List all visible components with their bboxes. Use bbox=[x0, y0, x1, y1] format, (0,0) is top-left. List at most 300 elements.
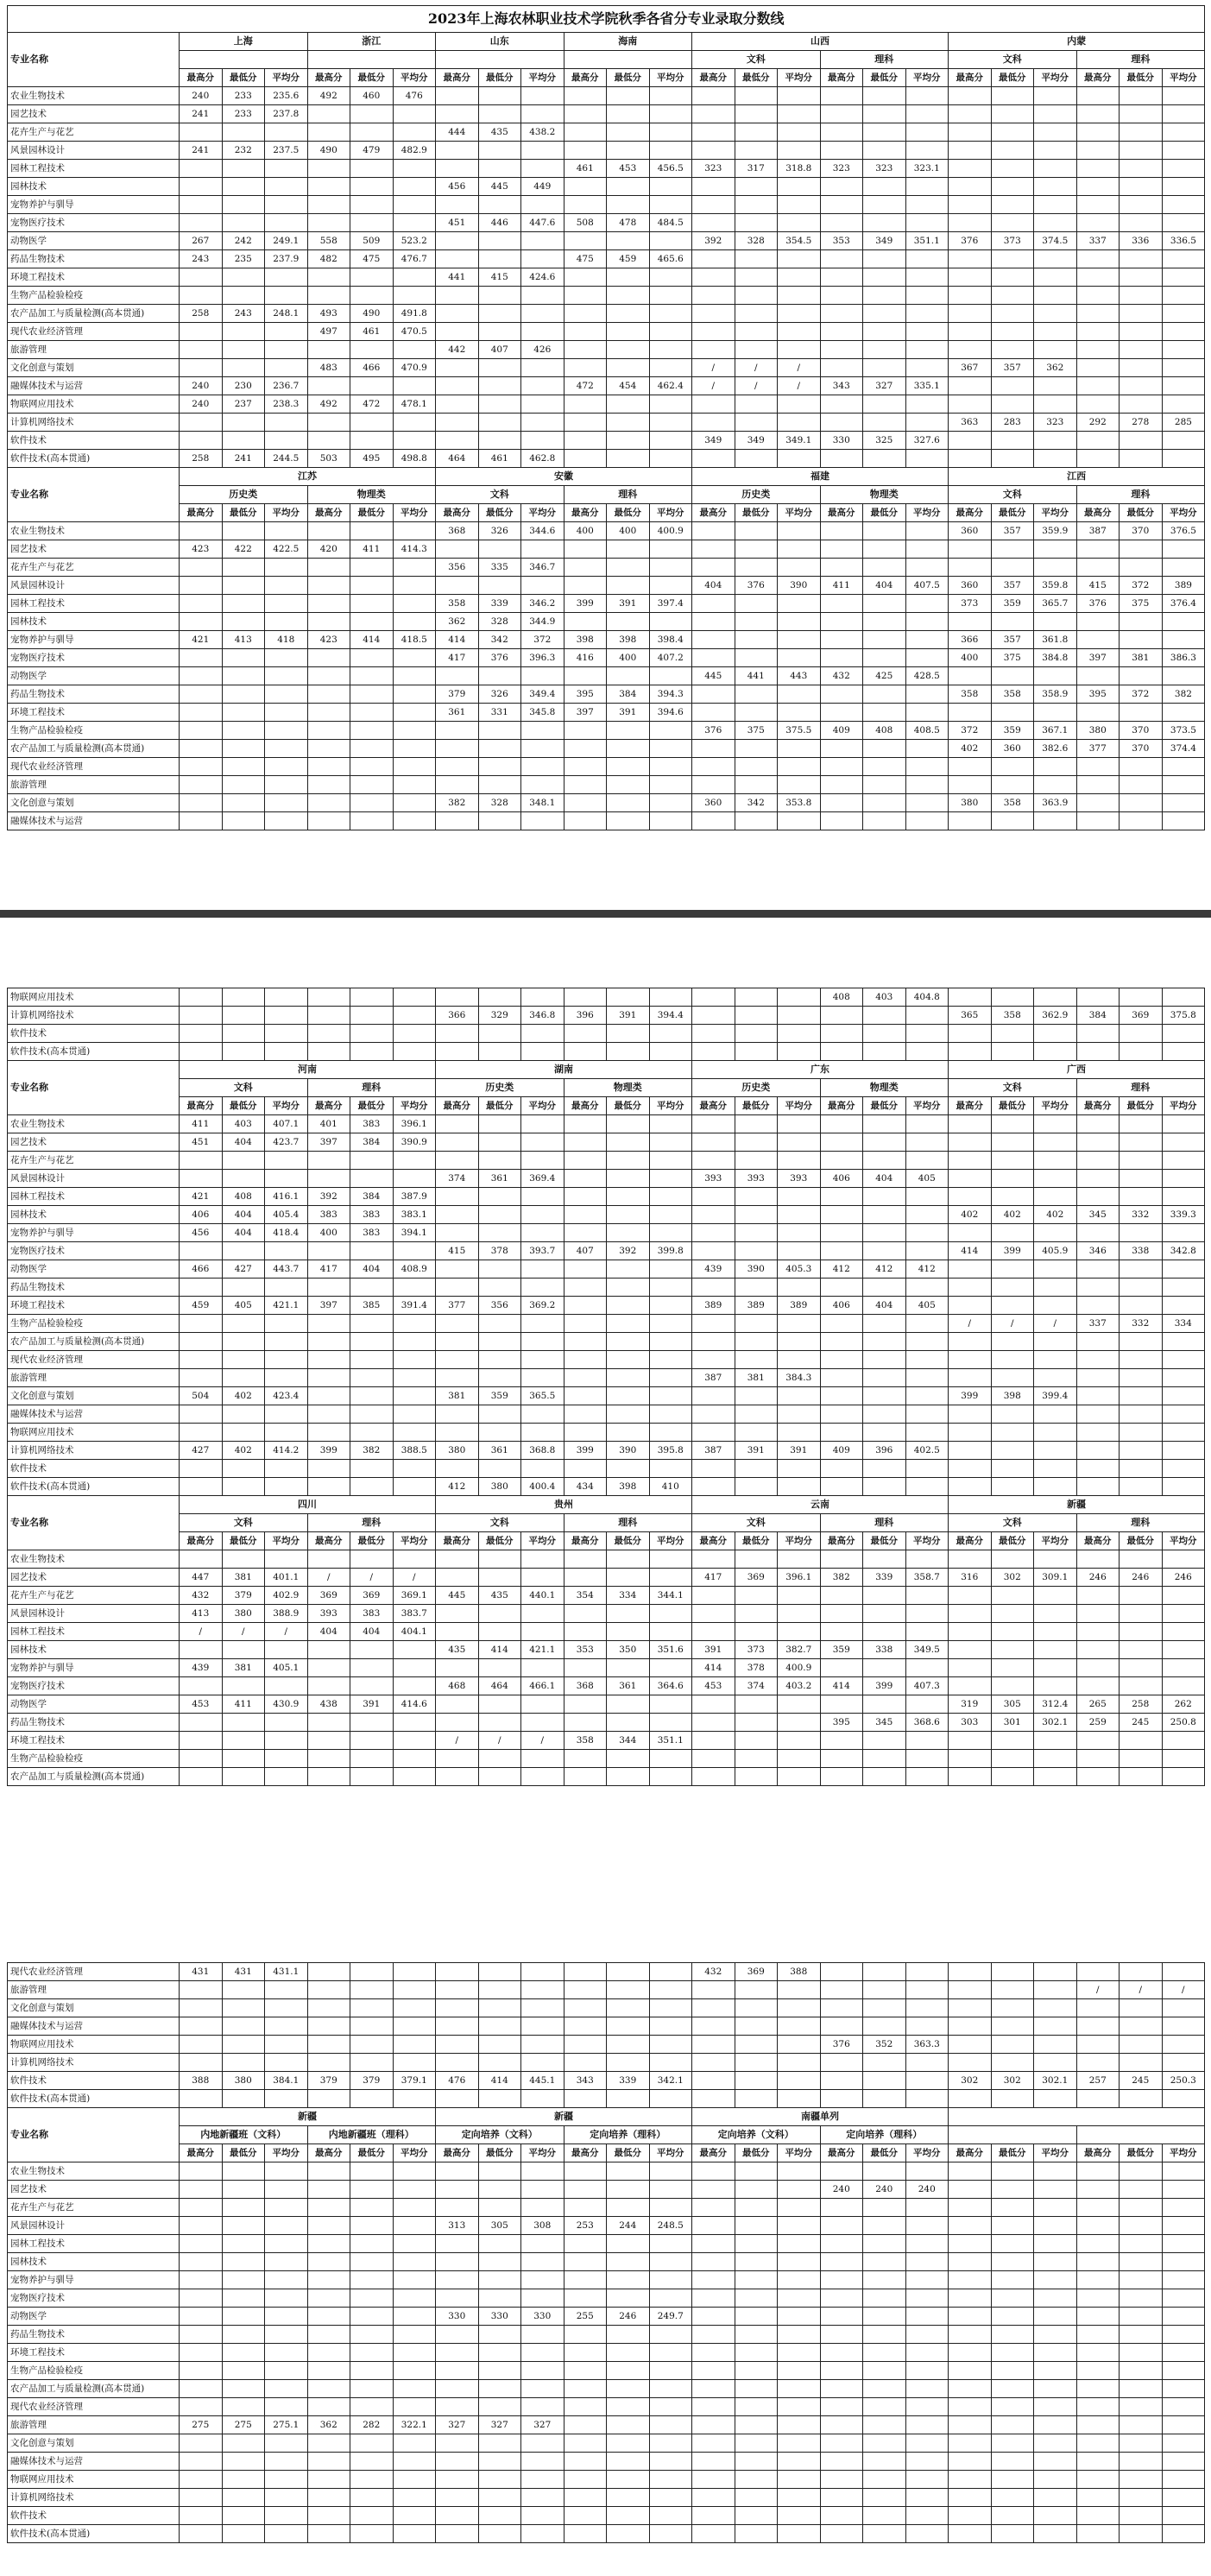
track-header: 文科 bbox=[949, 1514, 1077, 1532]
score-cell bbox=[222, 1550, 265, 1569]
score-cell: 402 bbox=[222, 1387, 265, 1405]
score-cell: 382 bbox=[1162, 685, 1205, 704]
score-cell bbox=[991, 2289, 1034, 2308]
score-cell: 368.8 bbox=[521, 1442, 565, 1460]
score-cell bbox=[1034, 667, 1077, 685]
score-cell bbox=[478, 1188, 521, 1206]
score-cell bbox=[1076, 1333, 1120, 1351]
score-cell bbox=[778, 414, 821, 432]
score-cell: 414.3 bbox=[393, 540, 436, 559]
score-cell bbox=[1120, 196, 1163, 214]
major-name: 园林工程技术 bbox=[8, 1188, 180, 1206]
score-cell bbox=[350, 1732, 394, 1750]
score-cell bbox=[307, 2471, 350, 2489]
score-cell bbox=[1120, 87, 1163, 105]
score-cell bbox=[863, 740, 906, 758]
score-cell bbox=[692, 2525, 735, 2543]
score-cell bbox=[820, 1206, 863, 1224]
score-cell: 464 bbox=[478, 1677, 521, 1695]
score-cell bbox=[350, 1405, 394, 1424]
score-cell bbox=[1034, 1279, 1077, 1297]
score-cell: 309.1 bbox=[1034, 1569, 1077, 1587]
score-cell bbox=[307, 1170, 350, 1188]
score-cell: 390.9 bbox=[393, 1133, 436, 1152]
score-cell bbox=[222, 1999, 265, 2017]
score-cell bbox=[778, 1152, 821, 1170]
score-cell bbox=[1162, 1405, 1205, 1424]
score-cell bbox=[350, 559, 394, 577]
score-cell bbox=[307, 2489, 350, 2507]
score-cell bbox=[265, 2253, 308, 2271]
score-cell bbox=[1076, 1750, 1120, 1768]
score-cell bbox=[820, 2235, 863, 2253]
score-cell: 344.1 bbox=[649, 1587, 692, 1605]
score-cell bbox=[905, 1279, 949, 1297]
table-row bbox=[8, 1442, 1205, 1460]
score-cell bbox=[1162, 450, 1205, 468]
score-cell bbox=[949, 2271, 992, 2289]
score-cell: 308 bbox=[521, 2217, 565, 2235]
major-name: 文化创意与策划 bbox=[8, 794, 180, 812]
score-cell: 413 bbox=[222, 631, 265, 649]
score-cell bbox=[222, 214, 265, 232]
score-cell bbox=[1120, 1442, 1163, 1460]
score-cell bbox=[180, 740, 223, 758]
score-cell bbox=[180, 2344, 223, 2362]
score-cell bbox=[991, 305, 1034, 323]
score-cell bbox=[735, 341, 778, 359]
score-cell bbox=[905, 178, 949, 196]
score-cell bbox=[307, 2398, 350, 2416]
score-cell: 462.4 bbox=[649, 377, 692, 395]
score-cell bbox=[863, 1007, 906, 1025]
score-type-header: 最高分 bbox=[564, 69, 607, 87]
score-cell bbox=[949, 323, 992, 341]
score-cell bbox=[180, 2054, 223, 2072]
score-cell: 404 bbox=[863, 577, 906, 595]
score-cell bbox=[1162, 1641, 1205, 1659]
table-row bbox=[8, 1260, 1205, 1279]
score-type-header: 平均分 bbox=[1162, 1097, 1205, 1115]
table-row bbox=[8, 1333, 1205, 1351]
score-cell bbox=[735, 540, 778, 559]
score-cell bbox=[1076, 1623, 1120, 1641]
score-cell bbox=[692, 685, 735, 704]
major-name: 计算机网络技术 bbox=[8, 414, 180, 432]
score-cell: 328 bbox=[735, 232, 778, 250]
score-cell bbox=[222, 2380, 265, 2398]
score-cell bbox=[607, 1424, 650, 1442]
table-row bbox=[8, 1152, 1205, 1170]
score-cell bbox=[307, 1963, 350, 1981]
score-cell bbox=[1162, 1732, 1205, 1750]
score-cell bbox=[436, 1333, 479, 1351]
score-cell bbox=[265, 2471, 308, 2489]
score-cell bbox=[393, 704, 436, 722]
score-cell bbox=[222, 1714, 265, 1732]
score-cell bbox=[949, 1981, 992, 1999]
score-cell: 345 bbox=[1076, 1206, 1120, 1224]
score-cell bbox=[1120, 2235, 1163, 2253]
track-header: 理科 bbox=[307, 1514, 436, 1532]
score-cell bbox=[863, 196, 906, 214]
score-cell: 405.1 bbox=[265, 1659, 308, 1677]
score-cell bbox=[649, 1981, 692, 1999]
score-cell: 257 bbox=[1076, 2072, 1120, 2090]
score-cell bbox=[478, 1999, 521, 2017]
score-cell bbox=[1076, 1369, 1120, 1387]
score-cell: 313 bbox=[436, 2217, 479, 2235]
score-cell: 389 bbox=[735, 1297, 778, 1315]
score-cell bbox=[521, 2017, 565, 2036]
score-cell bbox=[436, 2199, 479, 2217]
table-row bbox=[8, 2181, 1205, 2199]
score-cell: 250.8 bbox=[1162, 1714, 1205, 1732]
score-cell: / bbox=[436, 1732, 479, 1750]
score-cell bbox=[1034, 1999, 1077, 2017]
table-row bbox=[8, 2434, 1205, 2453]
score-cell: 388 bbox=[180, 2072, 223, 2090]
score-cell bbox=[649, 613, 692, 631]
score-cell: 380 bbox=[1076, 722, 1120, 740]
score-cell: 374.5 bbox=[1034, 232, 1077, 250]
score-cell bbox=[735, 1550, 778, 1569]
score-cell bbox=[436, 1714, 479, 1732]
score-cell: 392 bbox=[607, 1242, 650, 1260]
score-cell: 267 bbox=[180, 232, 223, 250]
score-cell bbox=[180, 685, 223, 704]
score-cell bbox=[607, 178, 650, 196]
score-cell: 435 bbox=[436, 1641, 479, 1659]
score-cell bbox=[222, 1333, 265, 1351]
score-cell bbox=[180, 196, 223, 214]
score-type-header: 最高分 bbox=[564, 1097, 607, 1115]
score-cell bbox=[863, 2017, 906, 2036]
score-cell bbox=[607, 2289, 650, 2308]
score-cell bbox=[820, 268, 863, 287]
score-cell bbox=[905, 2507, 949, 2525]
score-cell bbox=[607, 2326, 650, 2344]
table-row bbox=[8, 776, 1205, 794]
score-cell bbox=[307, 812, 350, 830]
score-cell bbox=[991, 1478, 1034, 1496]
score-cell bbox=[778, 1999, 821, 2017]
score-cell bbox=[991, 87, 1034, 105]
score-cell bbox=[1076, 2289, 1120, 2308]
score-cell bbox=[863, 2525, 906, 2543]
score-cell bbox=[436, 395, 479, 414]
score-cell bbox=[778, 613, 821, 631]
score-cell bbox=[692, 1333, 735, 1351]
score-cell bbox=[905, 2162, 949, 2181]
score-cell bbox=[521, 1115, 565, 1133]
track-header: 历史类 bbox=[692, 1079, 821, 1097]
score-cell bbox=[778, 2271, 821, 2289]
score-cell bbox=[991, 1750, 1034, 1768]
score-cell bbox=[180, 722, 223, 740]
score-cell bbox=[307, 2525, 350, 2543]
table-row bbox=[8, 1641, 1205, 1659]
province-header: 山西 bbox=[692, 33, 949, 51]
score-cell: 302 bbox=[991, 1569, 1034, 1587]
score-cell bbox=[607, 268, 650, 287]
score-cell bbox=[991, 287, 1034, 305]
score-cell bbox=[692, 2235, 735, 2253]
score-cell bbox=[393, 2090, 436, 2108]
score-cell bbox=[1034, 1133, 1077, 1152]
score-cell bbox=[265, 794, 308, 812]
score-cell bbox=[1076, 2362, 1120, 2380]
score-cell: 461 bbox=[478, 450, 521, 468]
score-type-header: 最低分 bbox=[350, 1532, 394, 1550]
score-cell bbox=[350, 667, 394, 685]
score-cell bbox=[180, 1333, 223, 1351]
score-cell bbox=[350, 2362, 394, 2380]
score-cell bbox=[1034, 1224, 1077, 1242]
score-cell bbox=[265, 722, 308, 740]
score-cell bbox=[265, 287, 308, 305]
major-name: 计算机网络技术 bbox=[8, 1007, 180, 1025]
score-cell: 443 bbox=[778, 667, 821, 685]
score-cell bbox=[1076, 196, 1120, 214]
score-cell bbox=[692, 704, 735, 722]
score-cell bbox=[1162, 559, 1205, 577]
score-cell bbox=[735, 758, 778, 776]
score-cell: 405.4 bbox=[265, 1206, 308, 1224]
score-cell: 382 bbox=[820, 1569, 863, 1587]
score-cell bbox=[692, 2398, 735, 2416]
score-cell: 369 bbox=[735, 1963, 778, 1981]
score-cell bbox=[735, 2434, 778, 2453]
score-cell: 326 bbox=[478, 685, 521, 704]
score-cell bbox=[265, 323, 308, 341]
score-cell: 379.1 bbox=[393, 2072, 436, 2090]
score-cell bbox=[436, 1460, 479, 1478]
score-cell bbox=[180, 2199, 223, 2217]
score-cell bbox=[820, 341, 863, 359]
score-cell bbox=[307, 2253, 350, 2271]
score-cell bbox=[905, 559, 949, 577]
score-cell bbox=[863, 268, 906, 287]
score-cell bbox=[692, 2326, 735, 2344]
score-cell bbox=[607, 2453, 650, 2471]
major-name: 花卉生产与花艺 bbox=[8, 559, 180, 577]
score-cell bbox=[991, 2217, 1034, 2235]
score-cell bbox=[180, 2289, 223, 2308]
table-row bbox=[8, 649, 1205, 667]
score-cell bbox=[692, 2344, 735, 2362]
score-cell bbox=[1162, 1224, 1205, 1242]
score-cell bbox=[1120, 2090, 1163, 2108]
score-cell bbox=[222, 613, 265, 631]
score-cell bbox=[222, 432, 265, 450]
score-cell bbox=[350, 1999, 394, 2017]
score-cell bbox=[1162, 123, 1205, 142]
score-cell: 235.6 bbox=[265, 87, 308, 105]
major-name: 宠物医疗技术 bbox=[8, 1242, 180, 1260]
score-cell bbox=[607, 1043, 650, 1061]
score-cell bbox=[265, 1279, 308, 1297]
score-cell bbox=[180, 1714, 223, 1732]
score-cell bbox=[180, 2271, 223, 2289]
score-cell bbox=[1076, 2453, 1120, 2471]
score-cell bbox=[991, 1333, 1034, 1351]
score-cell bbox=[735, 1981, 778, 1999]
score-type-header: 最高分 bbox=[1076, 69, 1120, 87]
score-cell bbox=[905, 1623, 949, 1641]
score-cell bbox=[478, 1981, 521, 1999]
score-cell bbox=[564, 1999, 607, 2017]
score-type-header: 最低分 bbox=[607, 2144, 650, 2162]
score-cell bbox=[393, 105, 436, 123]
score-cell bbox=[863, 359, 906, 377]
score-cell bbox=[949, 1442, 992, 1460]
major-name: 融媒体技术与运营 bbox=[8, 812, 180, 830]
score-cell bbox=[607, 2253, 650, 2271]
score-cell bbox=[222, 123, 265, 142]
score-cell bbox=[1162, 2199, 1205, 2217]
score-cell bbox=[949, 2344, 992, 2362]
score-cell bbox=[222, 776, 265, 794]
major-name: 旅游管理 bbox=[8, 2416, 180, 2434]
score-cell bbox=[307, 1405, 350, 1424]
table-row bbox=[8, 1369, 1205, 1387]
score-cell: 445 bbox=[692, 667, 735, 685]
table-row bbox=[8, 1677, 1205, 1695]
score-cell: 402 bbox=[949, 1206, 992, 1224]
major-name: 园林技术 bbox=[8, 1641, 180, 1659]
province-header: 云南 bbox=[692, 1496, 949, 1514]
score-cell: 342.1 bbox=[649, 2072, 692, 2090]
score-cell bbox=[436, 740, 479, 758]
score-cell bbox=[1034, 1550, 1077, 1569]
score-cell bbox=[307, 1043, 350, 1061]
score-cell bbox=[692, 1550, 735, 1569]
score-cell bbox=[521, 395, 565, 414]
score-cell: 459 bbox=[180, 1297, 223, 1315]
score-cell bbox=[350, 685, 394, 704]
score-cell bbox=[820, 1043, 863, 1061]
score-cell: 391 bbox=[350, 1695, 394, 1714]
score-cell bbox=[649, 1188, 692, 1206]
score-cell bbox=[265, 214, 308, 232]
score-cell: 383 bbox=[350, 1206, 394, 1224]
score-cell bbox=[1034, 2054, 1077, 2072]
score-cell: 475 bbox=[564, 250, 607, 268]
score-cell: 413 bbox=[180, 1605, 223, 1623]
score-cell: 374.4 bbox=[1162, 740, 1205, 758]
score-cell: 482 bbox=[307, 250, 350, 268]
score-cell: 339 bbox=[607, 2072, 650, 2090]
score-cell bbox=[307, 1714, 350, 1732]
score-cell: 447 bbox=[180, 1569, 223, 1587]
score-type-header: 平均分 bbox=[649, 1532, 692, 1550]
major-name: 农产品加工与质量检测(高本贯通) bbox=[8, 740, 180, 758]
score-cell bbox=[649, 812, 692, 830]
score-cell bbox=[905, 631, 949, 649]
score-cell bbox=[307, 704, 350, 722]
score-cell: 421.1 bbox=[265, 1297, 308, 1315]
score-cell bbox=[1076, 2217, 1120, 2235]
score-cell: 420 bbox=[307, 540, 350, 559]
admission-score-table bbox=[7, 988, 1205, 1786]
score-cell: 344.9 bbox=[521, 613, 565, 631]
score-cell: 402 bbox=[1034, 1206, 1077, 1224]
score-cell bbox=[1076, 812, 1120, 830]
major-name: 宠物养护与驯导 bbox=[8, 2271, 180, 2289]
score-cell bbox=[820, 2289, 863, 2308]
score-type-header: 平均分 bbox=[778, 1532, 821, 1550]
score-cell bbox=[1120, 1424, 1163, 1442]
score-cell bbox=[1120, 667, 1163, 685]
track-header: 理科 bbox=[564, 486, 692, 504]
score-cell bbox=[607, 142, 650, 160]
score-cell bbox=[1076, 2489, 1120, 2507]
score-cell bbox=[222, 812, 265, 830]
score-cell bbox=[307, 649, 350, 667]
score-cell bbox=[735, 1315, 778, 1333]
score-cell: 302.1 bbox=[1034, 1714, 1077, 1732]
score-cell bbox=[307, 2326, 350, 2344]
score-cell: 423.7 bbox=[265, 1133, 308, 1152]
score-cell bbox=[692, 613, 735, 631]
score-cell bbox=[436, 1999, 479, 2017]
score-cell bbox=[607, 395, 650, 414]
score-cell bbox=[350, 522, 394, 540]
score-cell bbox=[1162, 2416, 1205, 2434]
score-cell bbox=[1120, 341, 1163, 359]
score-cell bbox=[649, 232, 692, 250]
score-cell bbox=[949, 2362, 992, 2380]
score-cell bbox=[863, 414, 906, 432]
score-cell bbox=[607, 1115, 650, 1133]
province-header: 广西 bbox=[949, 1061, 1205, 1079]
score-cell bbox=[991, 1963, 1034, 1981]
score-cell bbox=[307, 268, 350, 287]
score-type-header: 最低分 bbox=[1120, 69, 1163, 87]
score-cell bbox=[222, 2162, 265, 2181]
score-cell bbox=[692, 1999, 735, 2017]
score-cell bbox=[222, 287, 265, 305]
track-header bbox=[949, 2126, 1077, 2144]
score-cell bbox=[735, 522, 778, 540]
score-cell bbox=[607, 2162, 650, 2181]
score-cell bbox=[180, 359, 223, 377]
score-cell bbox=[307, 1279, 350, 1297]
score-cell: 364.6 bbox=[649, 1677, 692, 1695]
score-cell bbox=[265, 2380, 308, 2398]
table-row bbox=[8, 160, 1205, 178]
score-cell bbox=[222, 1152, 265, 1170]
score-cell bbox=[735, 1224, 778, 1242]
score-cell bbox=[1162, 704, 1205, 722]
score-cell bbox=[478, 323, 521, 341]
score-cell: 335 bbox=[478, 559, 521, 577]
score-cell bbox=[778, 649, 821, 667]
score-cell: 351.1 bbox=[649, 1732, 692, 1750]
score-type-header: 最低分 bbox=[735, 69, 778, 87]
score-cell bbox=[1120, 1768, 1163, 1786]
score-cell: 337 bbox=[1076, 1315, 1120, 1333]
score-cell: 365.7 bbox=[1034, 595, 1077, 613]
province-header: 湖南 bbox=[436, 1061, 692, 1079]
score-cell bbox=[478, 2489, 521, 2507]
score-cell bbox=[436, 359, 479, 377]
score-cell bbox=[1034, 2326, 1077, 2344]
score-cell bbox=[521, 2036, 565, 2054]
score-cell bbox=[478, 2380, 521, 2398]
score-cell bbox=[820, 2017, 863, 2036]
